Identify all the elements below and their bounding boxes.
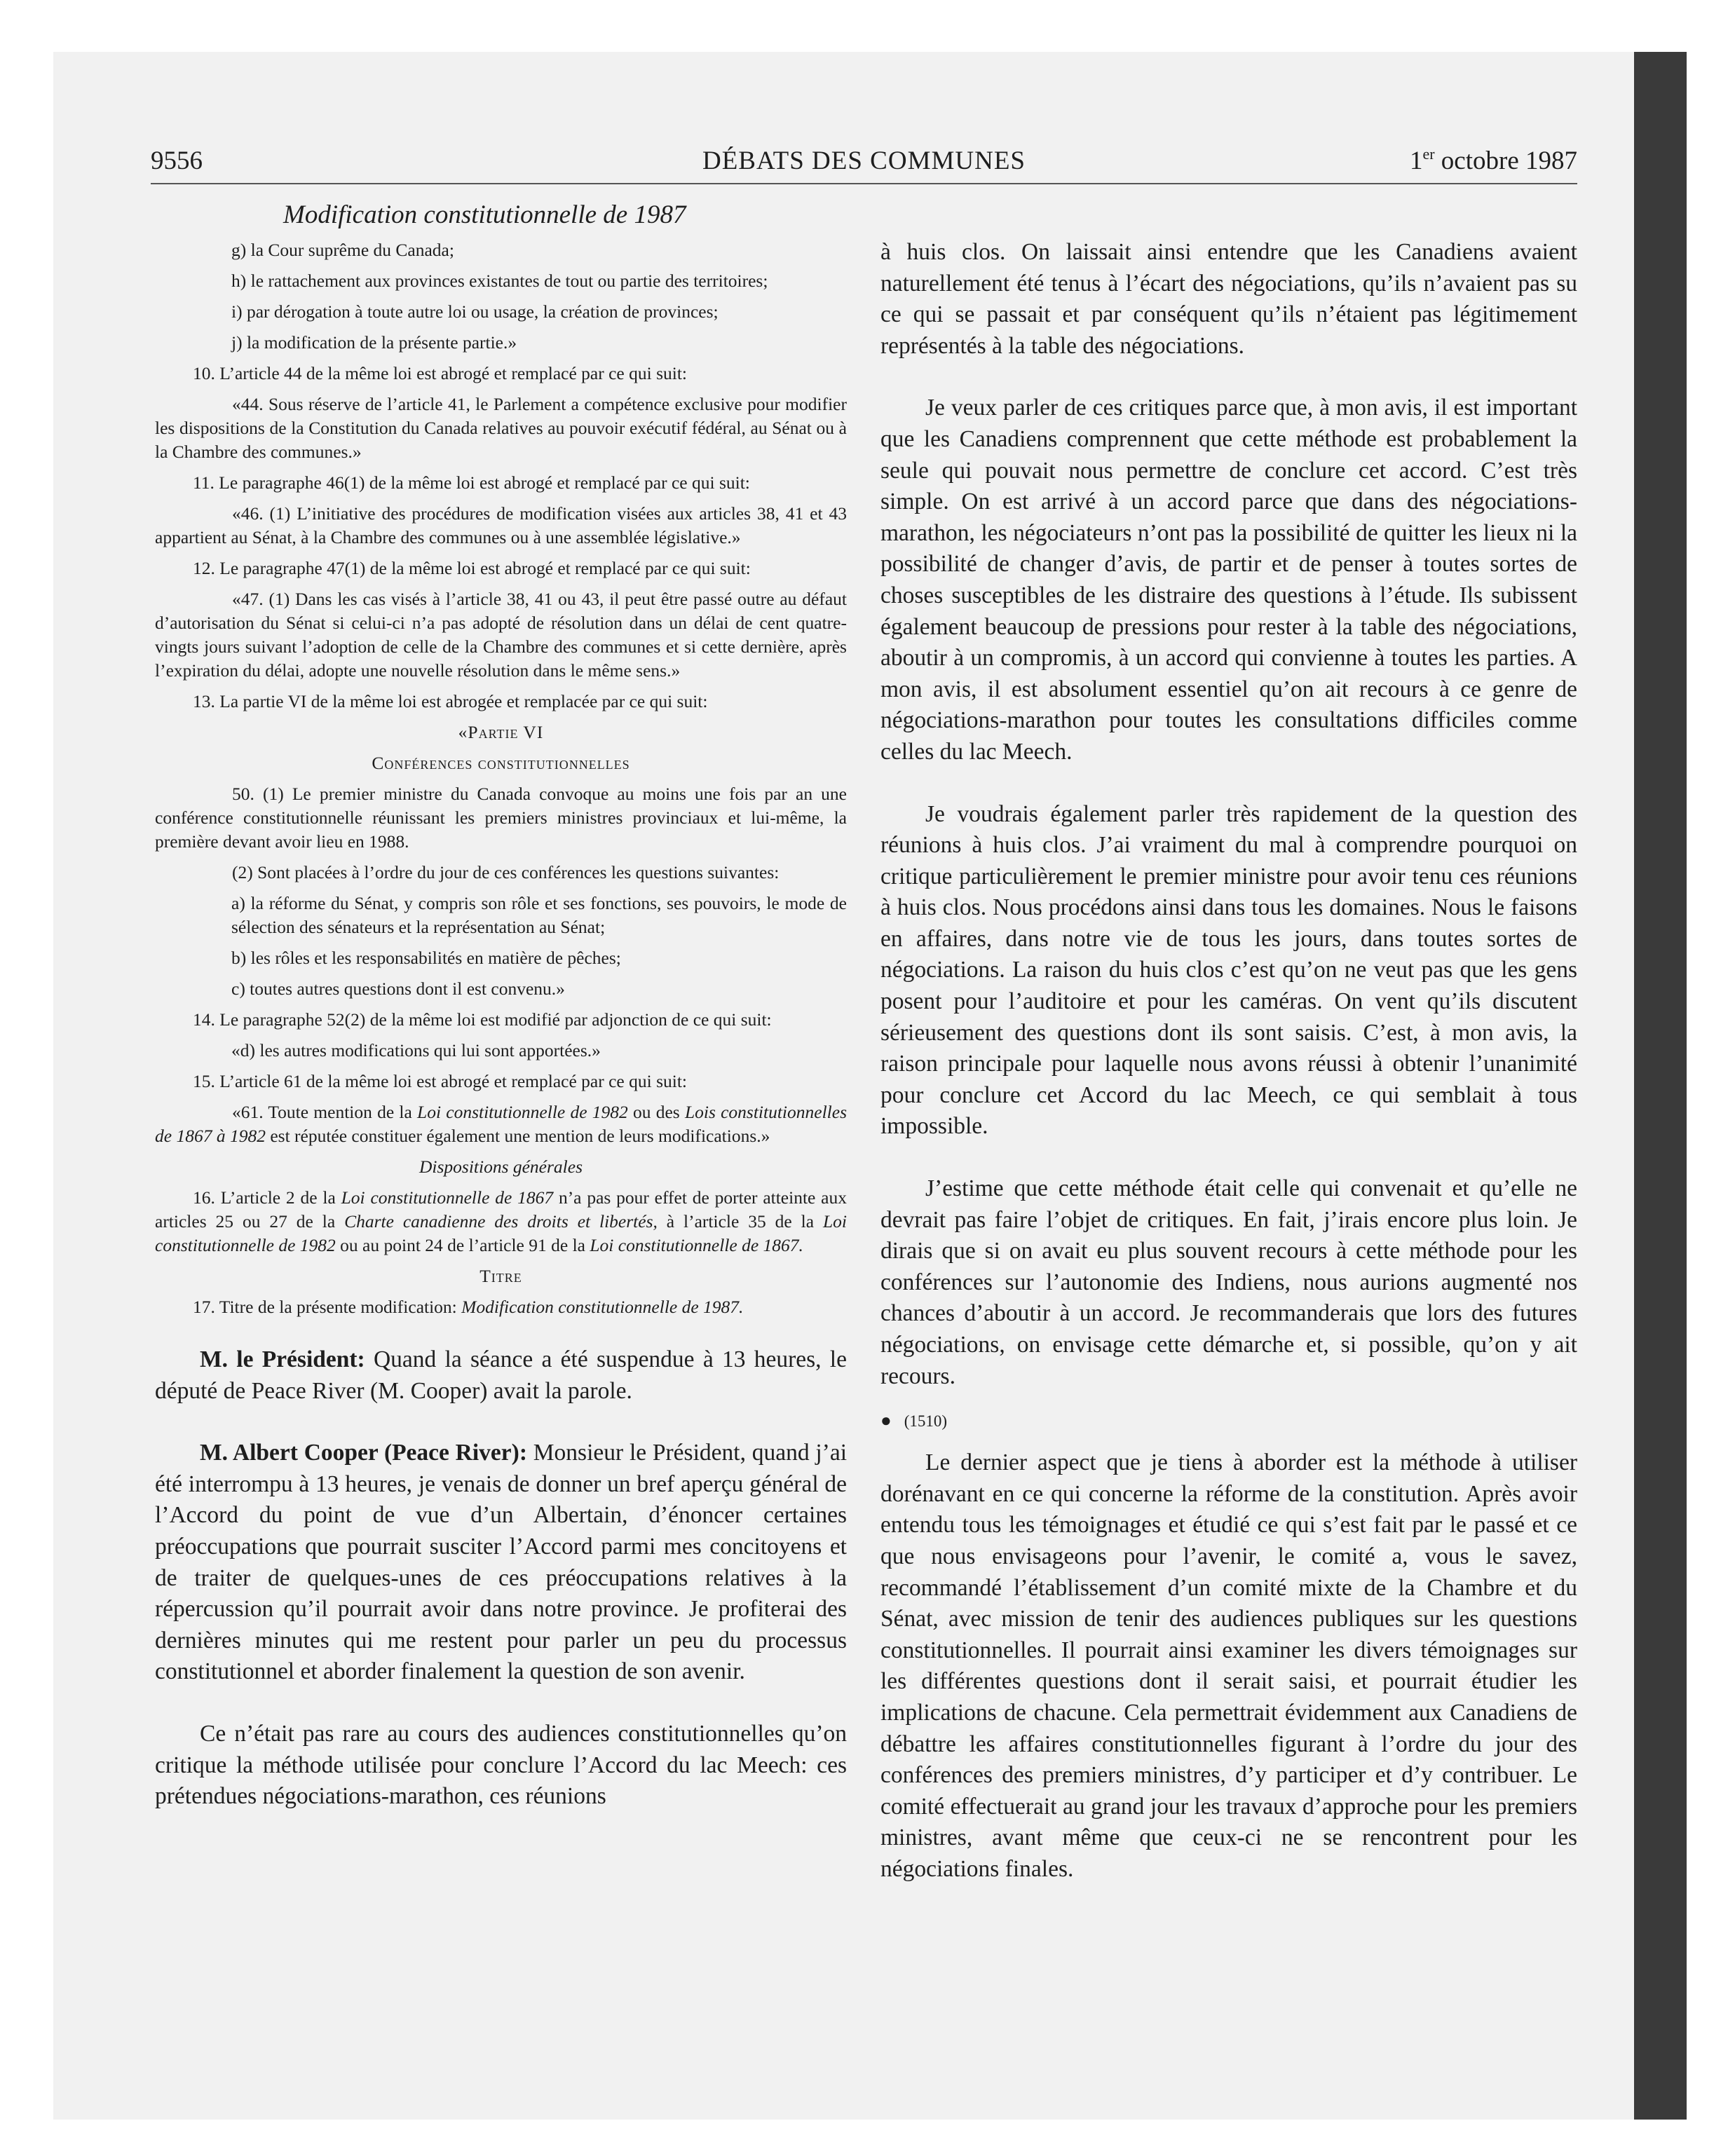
- dispositions-heading: Dispositions générales: [419, 1157, 583, 1177]
- time-marker: ● (1510): [880, 1410, 948, 1431]
- paragraph: à huis clos. On laissait ainsi entendre que les Canadiens avaient naturellement été tenus à l’écart des négociations, qu’ils n’avaient pas su ce qui se passait et par conséquent qu’ils n’étaient pas légitimement représentés à la table des négociations.: [880, 239, 1577, 359]
- paragraph: Le dernier aspect que je tiens à aborder est la méthode à utiliser dorénavant en ce qui concerne la réforme de la constitution. Après avoir entendu tous les témoignages et étudié ce qui s’est fait par le passé et ce que nous envisageons pour l’avenir, le comité a, vous le savez, recommandé l’établissement d’un comité mixte de la Chambre et du Sénat, avec mission de tenir des audiences publiques sur les questions constitutionnelles. Il pourrait ainsi examiner les divers témoignages sur les différentes questions dont il serait saisi, et pourrait étudier les implications de chacune. Cela permettrait évidemment aux Canadiens de débattre les affaires constitutionnelles figurant à l’ordre du jour des conférences des premiers ministres, d’y participer et d’y contribuer. Le comité effectuerait au grand jour les travaux d’approche pour les premiers ministres, avant même que ceux-ci ne se rencontrent pour les négociations finales.: [880, 1449, 1577, 1882]
- paragraph: Je voudrais également parler très rapidement de la question des réunions à huis clos. J’ai vraiment du mal à comprendre pourquoi on critique particulièrement le premier ministre pour avoir tenu ces réunions à huis clos. Nous procédons ainsi dans tous les domaines. Nous le faisons en affaires, dans notre vie de tous les jours, dans toutes sortes de négociations. La raison du huis clos c’est qu’on ne veut pas que les gens posent pour l’auditoire et pour les caméras. On vent qu’ils discutent sérieusement des questions dont ils sont saisis. C’est, à mon avis, la raison principale pour laquelle nous avons réussi à obtenir l’unanimité pour conclure cet Accord du lac Meech, ce qui semblait à tous impossible.: [880, 800, 1577, 1140]
- debate-text-left: [155, 1344, 847, 1813]
- president-intervention: M. le Président: Quand la séance a été suspendue à 13 heures, le député de Peace River (M. Cooper) avait la parole.: [155, 1346, 847, 1404]
- section-16: 16. L’article 2 de la Loi constitutionnelle de 1867 n’a pas pour effet de porter atteinte aux articles 25 ou 27 de la Charte canadienne des droits et libertés, à l’article 35 de la Loi constitutionnelle de 1982 ou au point 24 de l’article 91 de la Loi constitutionnelle de 1867.: [155, 1187, 848, 1255]
- publication-title: DÉBATS DES COMMUNES: [702, 146, 1026, 175]
- quote-47: «47. (1) Dans les cas visés à l’article 38, 41 ou 43, il peut être passé outre au défaut d’autorisation du Sénat si celui-ci n’a pas adopté de résolution dans un délai de cent quatre-vingts jours suivant l’adoption de celle de la Chambre des communes et si cette dernière, après l’expiration du délai, adopte une nouvelle résolution dans le même sens.»: [155, 589, 847, 681]
- section-13: 13. La partie VI de la même loi est abrogée et remplacée par ce qui suit:: [193, 691, 708, 711]
- paragraph: J’estime que cette méthode était celle qui convenait et qu’elle ne devrait pas faire l’objet de critiques. En fait, j’irais encore plus loin. Je dirais que si on avait eu plus souvent recours à cette méthode pour les conférences sur l’autonomie des Indiens, nous aurions augmenté nos chances d’aboutir à un accord. Je recommanderais que lors des futures négociations, on envisage cette démarche et, si possible, qu’on y ait recours.: [880, 1175, 1577, 1389]
- section-10: 10. L’article 44 de la même loi est abrogé et remplacé par ce qui suit:: [193, 363, 687, 383]
- item-a: a) la réforme du Sénat, y compris son rôle et ses fonctions, ses pouvoirs, le mode de sélection des sénateurs et la représentation au Sénat;: [231, 893, 847, 937]
- bill-text: [155, 238, 847, 1319]
- section-15: 15. L’article 61 de la même loi est abrogé et remplacé par ce qui suit:: [193, 1071, 687, 1091]
- item-g: g) la Cour suprême du Canada;: [231, 240, 454, 260]
- quote-61: «61. Toute mention de la Loi constitutionnelle de 1982 ou des Lois constitutionnelles de 1867 à 1982 est réputée constituer également une mention de leurs modifications.»: [155, 1102, 847, 1146]
- quote-46: «46. (1) L’initiative des procédures de modification visées aux articles 38, 41 et 43 appartient au Sénat, à la Chambre des communes ou à une assemblée législative.»: [155, 503, 847, 547]
- item-i: i) par dérogation à toute autre loi ou usage, la création de provinces;: [231, 301, 719, 322]
- header-date: 1er octobre 1987: [1409, 145, 1577, 175]
- item-j: j) la modification de la présente partie.»: [231, 332, 517, 353]
- bullet-icon: ●: [880, 1410, 892, 1431]
- section-50-2: (2) Sont placées à l’ordre du jour de ces conférences les questions suivantes:: [232, 862, 780, 882]
- debate-text-right: [880, 237, 1577, 1885]
- item-b: b) les rôles et les responsabilités en matière de pêches;: [231, 948, 621, 968]
- paragraph: Ce n’était pas rare au cours des audiences constitutionnelles qu’on critique la méthode utilisée pour conclure l’Accord du lac Meech: ces prétendues négociations-marathon, ces réunions: [155, 1720, 847, 1810]
- scan-binding-edge: [1634, 52, 1687, 2120]
- section-14: 14. Le paragraphe 52(2) de la même loi est modifié par adjonction de ce qui suit:: [193, 1009, 772, 1030]
- running-title: Modification constitutionnelle de 1987: [283, 200, 686, 229]
- section-17: 17. Titre de la présente modification: Modification constitutionnelle de 1987.: [193, 1297, 744, 1317]
- titre-heading: Titre: [479, 1266, 522, 1286]
- paragraph: Je veux parler de ces critiques parce que, à mon avis, il est important que les Canadiens comprennent que cette méthode est probablement la seule qui pouvait nous permettre de conclure cet accord. C’est très simple. On est arrivé à un accord parce que dans des négociations-marathon, les négociateurs n’ont pas la possibilité de quitter les lieux ni la possibilité de changer d’avis, de partir et de penser à toutes sortes de choses susceptibles de les distraire des questions à l’étude. Ils subissent également beaucoup de pressions pour rester à la table des négociations, aboutir à un compromis, à un accord qui convienne à toutes les parties. A mon avis, il est absolument essentiel qu’on ait recours à ce genre de négociations-marathon pour toutes les consultations difficiles comme celles du lac Meech.: [880, 395, 1577, 765]
- page-header: [151, 144, 1577, 184]
- item-c: c) toutes autres questions dont il est convenu.»: [231, 978, 565, 999]
- section-50-1: 50. (1) Le premier ministre du Canada convoque au moins une fois par an une conférence constitutionnelle réunissant les premiers ministres provinciaux et lui-même, la première devant avoir lieu en 1988.: [155, 784, 847, 852]
- partie-heading: «Partie VI: [458, 722, 544, 742]
- conferences-heading: Conférences constitutionnelles: [372, 753, 630, 773]
- item-h: h) le rattachement aux provinces existantes de tout ou partie des territoires;: [231, 271, 768, 291]
- cooper-intervention: M. Albert Cooper (Peace River): Monsieur le Président, quand j’ai été interrompu à 13 heures, je venais de donner un bref aperçu général de l’Accord du point de vue d’un Albertain, d’énoncer certaines préoccupations que pourrait susciter l’Accord parmi mes concitoyens et de traiter de quelques-unes de ces préoccupations relatives à la répercussion qu’il pourrait avoir dans notre province. Je profiterai des dernières minutes qui me restent pour parler un peu du processus constitutionnel et aborder finalement la question de son avenir.: [155, 1440, 847, 1685]
- right-column: [880, 237, 1577, 1885]
- section-11: 11. Le paragraphe 46(1) de la même loi est abrogé et remplacé par ce qui suit:: [193, 472, 750, 493]
- quote-44: «44. Sous réserve de l’article 41, le Parlement a compétence exclusive pour modifier les dispositions de la Constitution du Canada relatives au pouvoir exécutif fédéral, au Sénat ou à la Chambre des communes.»: [155, 394, 847, 462]
- left-column: [155, 238, 847, 1813]
- item-d: «d) les autres modifications qui lui sont apportées.»: [231, 1040, 601, 1060]
- section-12: 12. Le paragraphe 47(1) de la même loi est abrogé et remplacé par ce qui suit:: [193, 558, 751, 578]
- page-number: 9556: [151, 146, 203, 175]
